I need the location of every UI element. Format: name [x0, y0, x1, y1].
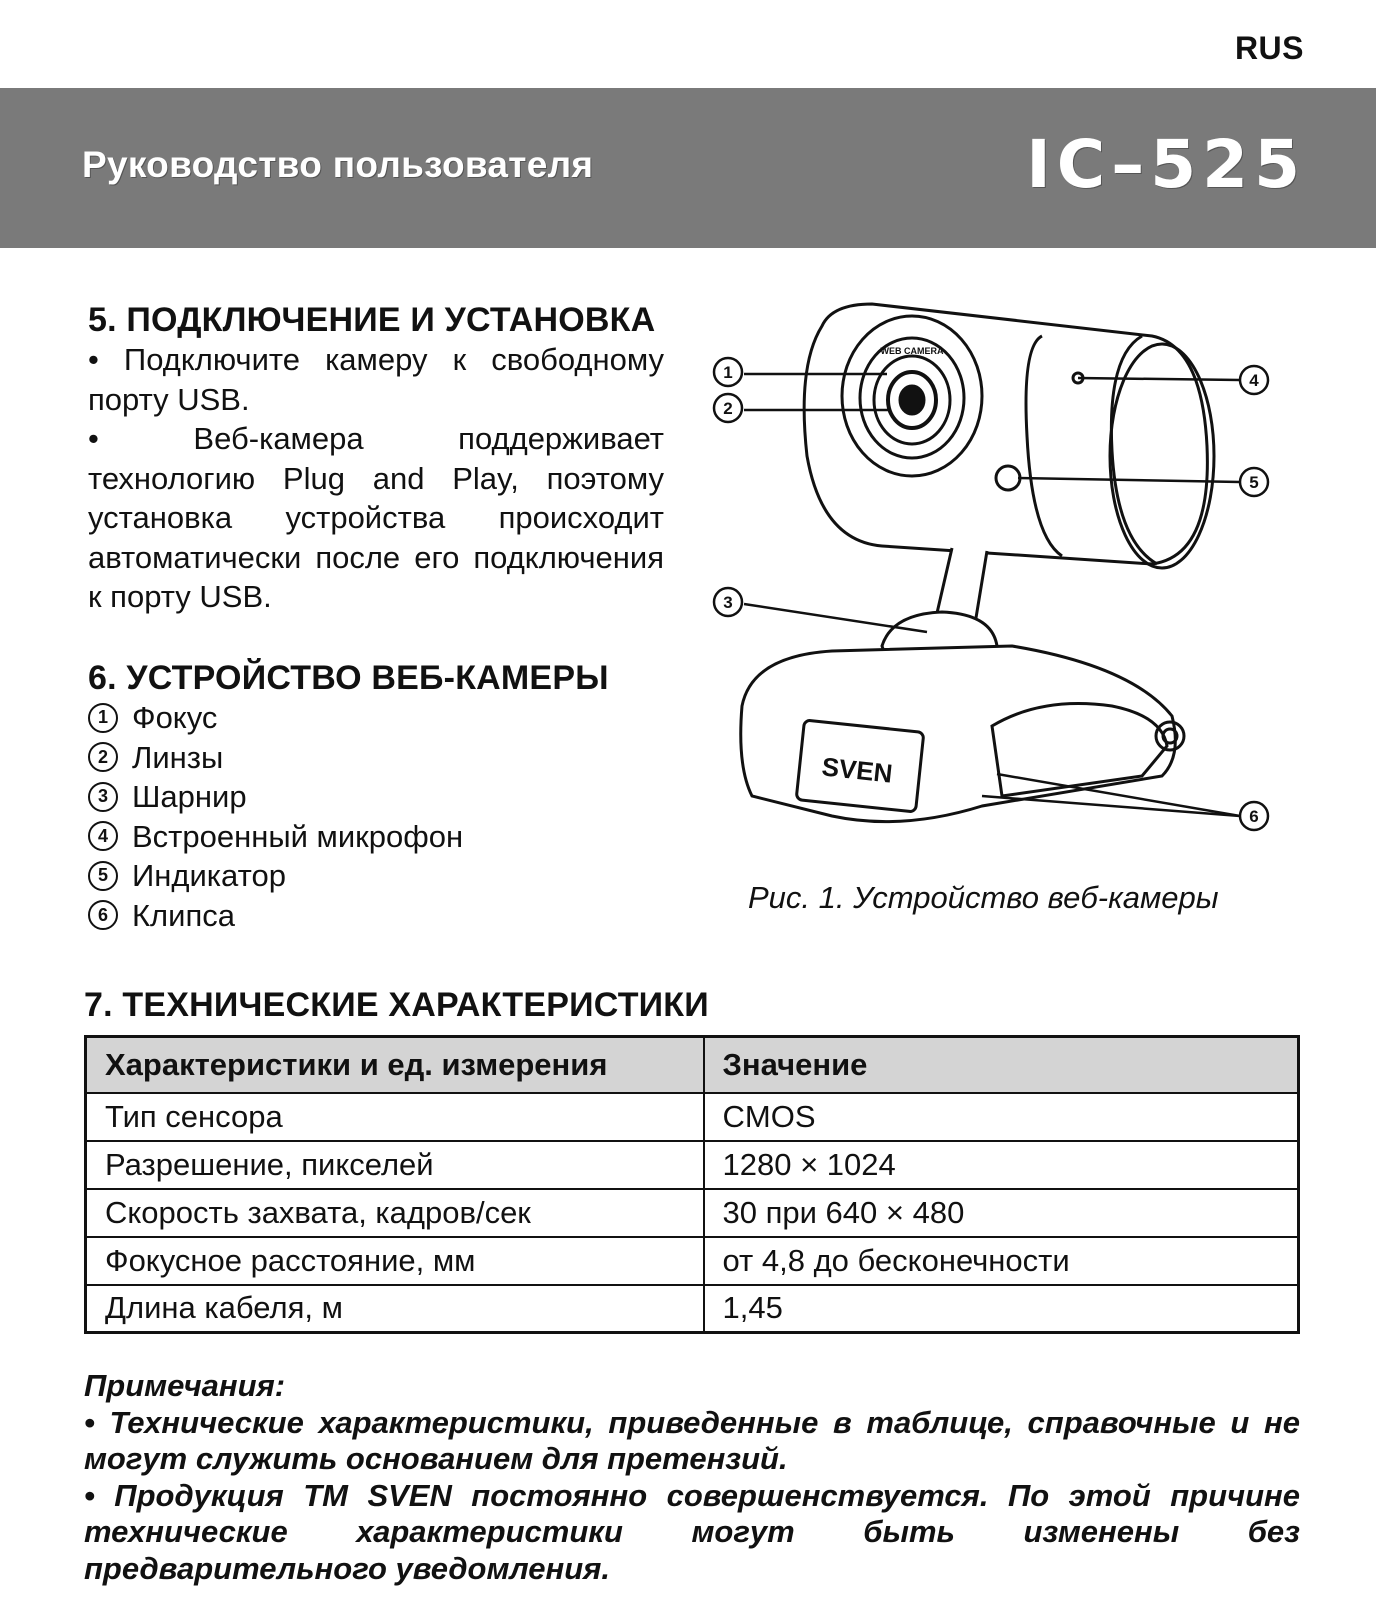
table-row: [86, 1093, 1299, 1141]
notes-section: [84, 1368, 1300, 1587]
section-device: [88, 658, 688, 935]
table-row: [86, 1285, 1299, 1333]
spec-name: Длина кабеля, м: [86, 1285, 704, 1333]
part-label: Клипса: [132, 897, 235, 933]
number-badge: 1: [88, 703, 118, 733]
connection-bullet-2: • Веб-камера поддерживает технологию Plug and Play, поэтому установка устройства происходит автоматически после его подключения к порту USB.: [88, 421, 664, 614]
list-item: [88, 698, 688, 738]
parts-list: [88, 698, 688, 935]
part-label: Индикатор: [132, 858, 286, 893]
section-connection: [88, 300, 664, 617]
callout-2-number: 2: [723, 399, 733, 418]
column-header: Значение: [704, 1037, 1299, 1093]
table-row: [86, 1237, 1299, 1285]
table-header-row: [86, 1037, 1299, 1093]
language-label: RUS: [1234, 30, 1304, 66]
list-item: [88, 738, 688, 778]
part-label: Встроенный микрофон: [132, 818, 464, 854]
callout-3-number: 3: [723, 593, 733, 612]
specs-table: [84, 1035, 1300, 1334]
spec-name: Тип сенсора: [86, 1093, 704, 1141]
number-badge: 2: [88, 742, 118, 772]
part-label: Фокус: [132, 700, 218, 735]
spec-name: Разрешение, пикселей: [86, 1141, 704, 1189]
header-banner: [0, 88, 1376, 248]
column-header: Характеристики и ед. измерения: [86, 1037, 704, 1093]
spec-value: от 4,8 до бесконечности: [704, 1237, 1299, 1285]
number-badge: 5: [88, 861, 118, 891]
webcam-diagram: [712, 296, 1312, 856]
section-6-heading: 6. УСТРОЙСТВО ВЕБ-КАМЕРЫ: [88, 659, 609, 697]
number-badge: 6: [88, 900, 118, 930]
list-item: [88, 856, 688, 896]
number-badge: 4: [88, 821, 118, 851]
spec-value: 1280 × 1024: [704, 1141, 1299, 1189]
clip-base: [741, 646, 1176, 822]
note-item-1: • Технические характеристики, приведенные в таблице, справочные и не могут служить основанием для претензий.: [84, 1404, 1300, 1476]
part-label: Шарнир: [132, 779, 247, 814]
section-5-heading: 5. ПОДКЛЮЧЕНИЕ И УСТАНОВКА: [88, 301, 656, 339]
callout-6-number: 6: [1249, 807, 1259, 826]
model-name: IC–525: [1026, 126, 1306, 203]
callout-1-number: 1: [723, 363, 733, 382]
list-item: [88, 896, 688, 936]
lens-ring-text: WEB CAMERA: [880, 346, 944, 356]
brand-logo: SVEN: [820, 751, 894, 789]
figure-caption: Рис. 1. Устройство веб-камеры: [748, 880, 1219, 915]
spec-value: CMOS: [704, 1093, 1299, 1141]
part-label: Линзы: [132, 739, 224, 775]
spec-name: Скорость захвата, кадров/сек: [86, 1189, 704, 1237]
table-row: [86, 1189, 1299, 1237]
number-badge: 3: [88, 782, 118, 812]
spec-value: 30 при 640 × 480: [704, 1189, 1299, 1237]
spec-value: 1,45: [704, 1285, 1299, 1333]
list-item: [88, 817, 688, 857]
list-item: [88, 777, 688, 817]
connection-bullet-1: • Подключите камеру к свободному порту USB.: [88, 342, 664, 417]
note-item-2: • Продукция TM SVEN постоянно совершенствуется. По этой причине технические характеристики могут быть изменены без предварительного уведомления.: [84, 1477, 1300, 1586]
table-row: [86, 1141, 1299, 1189]
callout-5-number: 5: [1249, 473, 1259, 492]
callout-4-number: 4: [1249, 371, 1259, 390]
spec-name: Фокусное расстояние, мм: [86, 1237, 704, 1285]
notes-heading: Примечания:: [84, 1368, 286, 1403]
section-7-heading: 7. ТЕХНИЧЕСКИЕ ХАРАКТЕРИСТИКИ: [84, 986, 709, 1024]
page-title: Руководство пользователя: [82, 144, 594, 185]
